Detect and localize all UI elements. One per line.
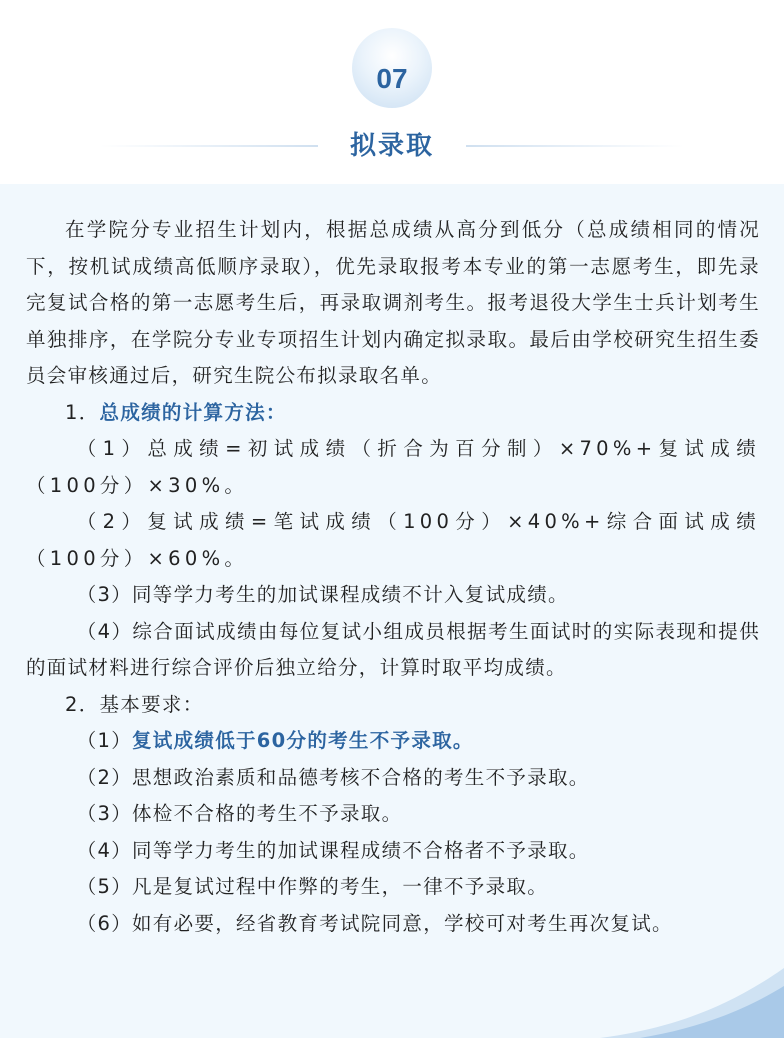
section2-item-3: （3）体检不合格的考生不予录取。	[76, 802, 403, 825]
section1-item-1: （1）总成绩=初试成绩（折合为百分制）×70%+复试成绩（100分）×30%。	[26, 437, 760, 497]
section1-heading-number: 1．	[65, 400, 100, 424]
decorative-wave	[0, 968, 784, 1038]
section1-item-4: （4）综合面试成绩由每位复试小组成员根据考生面试时的实际表现和提供的面试材料进行综合评价后独立给分，计算时取平均成绩。	[26, 619, 760, 679]
section2-item-1	[26, 723, 760, 760]
section1-item-2: （2）复试成绩=笔试成绩（100分）×40%+综合面试成绩（100分）×60%。	[26, 510, 760, 570]
section-number: 07	[376, 63, 408, 94]
section2-item-6: （6）如有必要，经省教育考试院同意，学校可对考生再次复试。	[76, 911, 673, 935]
section-title-row	[0, 126, 784, 166]
section1-heading-text: 总成绩的计算方法：	[99, 400, 287, 424]
section2-item-5: （5）凡是复试过程中作弊的考生，一律不予录取。	[76, 875, 548, 898]
section2-item-1-emphasis: 复试成绩低于60分的考生不予录取。	[132, 729, 474, 752]
section1-heading	[26, 395, 760, 432]
section-title: 拟录取	[349, 131, 434, 161]
section1-item-3: （3）同等学力考生的加试课程成绩不计入复试成绩。	[76, 583, 569, 606]
article-body	[26, 212, 760, 942]
section2-item-2: （2）思想政治素质和品德考核不合格的考生不予录取。	[76, 765, 590, 789]
section2-item-4: （4）同等学力考生的加试课程成绩不合格者不予录取。	[76, 838, 590, 862]
intro-paragraph: 在学院分专业招生计划内，根据总成绩从高分到低分（总成绩相同的情况下，按机试成绩高低顺序录取），优先录取报考本专业的第一志愿考生，即先录完复试合格的第一志愿考生后，再录取调剂考生。报考退役大学生士兵计划考生单独排序，在学院分专业专项招生计划内确定拟录取。最后由学校研究生招生委员会审核通过后，研究生院公布拟录取名单。	[26, 218, 760, 387]
section2-heading: 2．基本要求：	[65, 692, 204, 716]
section2-item-1-prefix: （1）	[76, 729, 132, 752]
content-panel	[0, 184, 784, 1038]
